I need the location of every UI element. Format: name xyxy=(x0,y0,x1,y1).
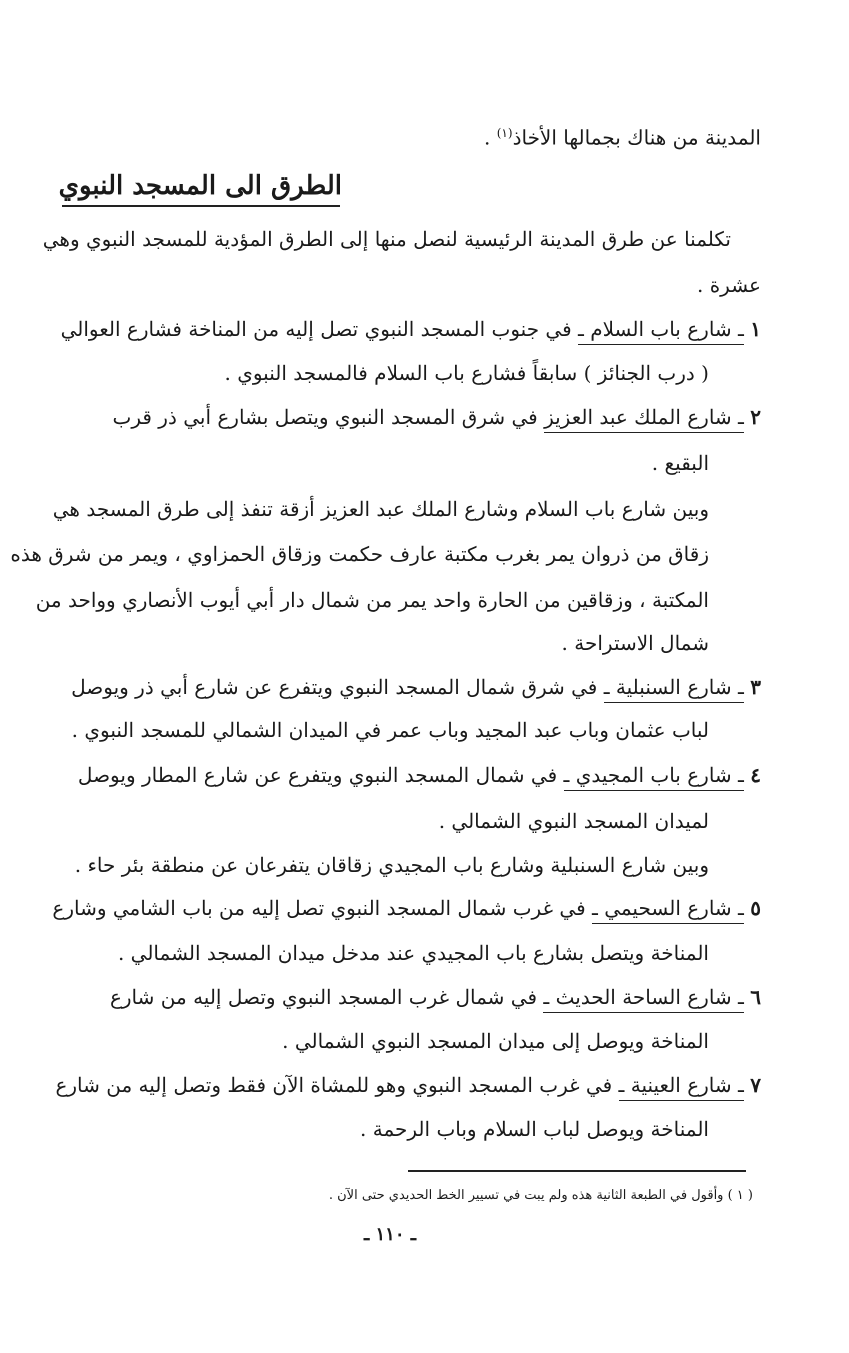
street-name: ـ شارع باب المجيدي ـ xyxy=(564,763,744,791)
street-name: ـ شارع باب السلام ـ xyxy=(578,317,744,345)
between-paragraph-line-3: المكتبة ، وزقاقين من الحارة واحد يمر من شمال دار أبي أيوب الأنصاري وواحد من xyxy=(35,588,709,612)
street-name: ـ شارع الملك عبد العزيز xyxy=(544,405,744,433)
list-item-5-cont: المناخة ويتصل بشارع باب المجيدي عند مدخل ميدان المسجد الشمالي . xyxy=(117,941,709,965)
between-paragraph-line-2: زقاق من ذروان يمر بغرب مكتبة عارف حكمت وزقاق الحمزاوي ، ويمر من شرق هذه xyxy=(10,542,709,566)
section-heading: الطرق الى المسجد النبوي xyxy=(58,171,342,201)
intro-paragraph-line-1: تكلمنا عن طرق المدينة الرئيسية لنصل منها إلى الطرق المؤدية للمسجد النبوي وهي xyxy=(42,227,731,251)
list-item-4: ٤ ـ شارع باب المجيدي ـ في شمال المسجد النبوي ويتفرع عن شارع المطار ويوصل xyxy=(61,760,761,790)
street-name: ـ شارع السحيمي ـ xyxy=(592,896,744,924)
list-item-3: ٣ ـ شارع السنبلية ـ في شرق شمال المسجد النبوي ويتفرع عن شارع أبي ذر ويوصل xyxy=(61,672,761,702)
list-item-1: ١ ـ شارع باب السلام ـ في جنوب المسجد النبوي تصل إليه من المناخة فشارع العوالي xyxy=(61,314,761,344)
footnote-mark: (١) xyxy=(496,126,513,140)
list-item-2: ٢ ـ شارع الملك عبد العزيز في شرق المسجد النبوي ويتصل بشارع أبي ذر قرب xyxy=(61,402,761,432)
list-item-6: ٦ ـ شارع الساحة الحديث ـ في شمال غرب المسجد النبوي وتصل إليه من شارع xyxy=(61,982,761,1012)
intro-line: المدينة من هناك بجمالها الأخاذ$^{(١)}$ . xyxy=(484,125,761,150)
list-item-3-cont: لباب عثمان وباب عبد المجيد وباب عمر في الميدان الشمالي للمسجد النبوي . xyxy=(71,718,709,742)
list-item-5: ٥ ـ شارع السحيمي ـ في غرب شمال المسجد النبوي تصل إليه من باب الشامي وشارع xyxy=(61,893,761,923)
street-name: ـ شارع الساحة الحديث ـ xyxy=(543,985,744,1013)
page-number: ـ ١١٠ ـ xyxy=(363,1224,417,1245)
footnote: ( ١ ) وأقول في الطبعة الثانية هذه ولم يبت في تسيير الخط الحديدي حتى الآن . xyxy=(328,1188,753,1203)
between-paragraph-line-1: وبين شارع باب السلام وشارع الملك عبد العزيز أزقة تنفذ إلى طرق المسجد هي xyxy=(52,497,709,521)
list-item-2-cont: البقيع . xyxy=(651,451,709,475)
footnote-separator xyxy=(408,1170,746,1172)
between-paragraph-line-4: شمال الاستراحة . xyxy=(561,631,709,655)
list-item-7: ٧ ـ شارع العينية ـ في غرب المسجد النبوي وهو للمشاة الآن فقط وتصل إليه من شارع xyxy=(61,1070,761,1100)
intro-paragraph-line-2: عشرة . xyxy=(696,273,761,297)
street-name: ـ شارع السنبلية ـ xyxy=(604,675,744,703)
heading-underline xyxy=(62,205,340,207)
street-name: ـ شارع العينية ـ xyxy=(619,1073,744,1101)
list-item-7-cont: المناخة ويوصل لباب السلام وباب الرحمة . xyxy=(360,1117,709,1141)
list-item-4-cont: لميدان المسجد النبوي الشمالي . xyxy=(438,809,709,833)
list-item-6-cont: المناخة ويوصل إلى ميدان المسجد النبوي الشمالي . xyxy=(282,1029,709,1053)
list-item-1-cont: ( درب الجنائز ) سابقاً فشارع باب السلام فالمسجد النبوي . xyxy=(224,361,709,385)
between-paragraph-2: وبين شارع السنبلية وشارع باب المجيدي زقاقان يتفرعان عن منطقة بئر حاء . xyxy=(74,853,709,877)
